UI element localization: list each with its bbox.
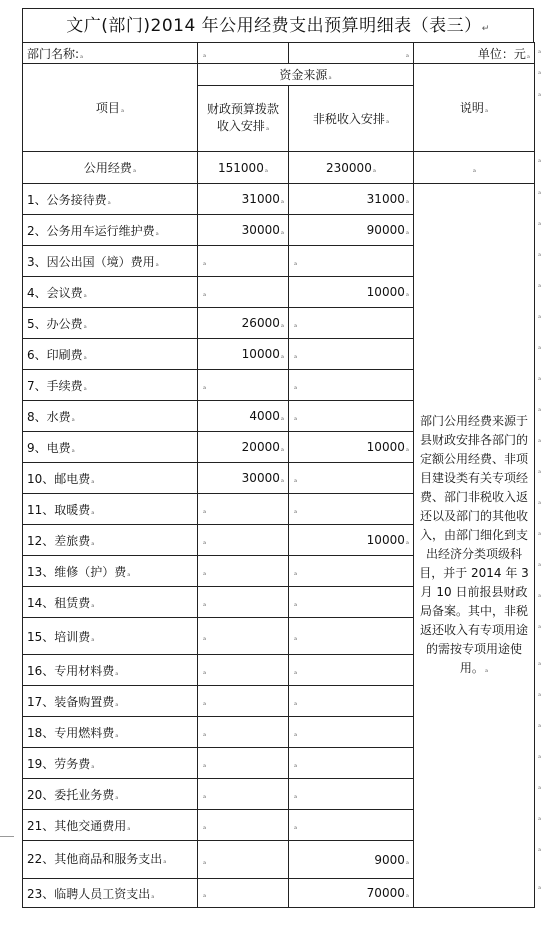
margin-dash: [0, 836, 14, 837]
row-label: 23、临聘人员工资支出ₐ: [23, 879, 198, 908]
row-end-mark: ₐ: [538, 217, 542, 227]
row-nontax: ₐ: [289, 370, 414, 401]
total-row: [23, 152, 535, 184]
row-nontax: ₐ: [289, 494, 414, 525]
row-nontax: 31000ₐ: [289, 184, 414, 215]
sheet-title: [22, 8, 534, 43]
row-label: 1、公务接待费ₐ: [23, 184, 198, 215]
row-fiscal: ₐ: [198, 717, 289, 748]
row-fiscal: ₐ: [198, 370, 289, 401]
dept-name-cell-b: ₐ: [289, 43, 414, 64]
row-label: 8、水费ₐ: [23, 401, 198, 432]
total-fiscal: 151000ₐ: [198, 152, 289, 184]
row-fiscal: ₐ: [198, 686, 289, 717]
row-label: 9、电费ₐ: [23, 432, 198, 463]
total-label: 公用经费ₐ: [23, 152, 198, 184]
row-nontax: ₐ: [289, 655, 414, 686]
row-fiscal: ₐ: [198, 556, 289, 587]
row-label: 4、会议费ₐ: [23, 277, 198, 308]
row-end-mark: ₐ: [538, 657, 542, 667]
row-fiscal: ₐ: [198, 779, 289, 810]
total-nontax: 230000ₐ: [289, 152, 414, 184]
row-nontax: ₐ: [289, 401, 414, 432]
row-fiscal: ₐ: [198, 879, 289, 908]
row-fiscal: 20000ₐ: [198, 432, 289, 463]
row-end-mark: ₐ: [538, 496, 542, 506]
row-label: 16、专用材料费ₐ: [23, 655, 198, 686]
header-note: 说明ₐ: [414, 64, 535, 152]
row-end-mark: ₐ: [538, 88, 542, 98]
row-end-mark: ₐ: [538, 279, 542, 289]
row-label: 3、因公出国（境）费用ₐ: [23, 246, 198, 277]
row-end-mark: ₐ: [538, 372, 542, 382]
row-label: 14、租赁费ₐ: [23, 587, 198, 618]
header-item: 项目ₐ: [23, 64, 198, 152]
row-end-mark: ₐ: [538, 45, 542, 55]
row-label: 15、培训费ₐ: [23, 618, 198, 655]
row-nontax: ₐ: [289, 618, 414, 655]
unit-label: 单位：元: [477, 46, 526, 61]
paragraph-mark: ↵: [481, 24, 490, 34]
row-nontax: ₐ: [289, 717, 414, 748]
row-end-mark: ₐ: [538, 248, 542, 258]
row-label: 11、取暖费ₐ: [23, 494, 198, 525]
row-end-mark: ₐ: [538, 781, 542, 791]
header-nontax: 非税收入安排ₐ: [289, 86, 414, 152]
row-fiscal: 10000ₐ: [198, 339, 289, 370]
row-label: 22、其他商品和服务支出ₐ: [23, 841, 198, 879]
table-row: [23, 184, 535, 215]
row-label: 10、邮电费ₐ: [23, 463, 198, 494]
row-fiscal: 4000ₐ: [198, 401, 289, 432]
row-end-mark: ₐ: [538, 434, 542, 444]
row-end-mark: ₐ: [538, 620, 542, 630]
explanation-cell: 部门公用经费来源于县财政安排各部门的定额公用经费、非项目建设类有关专项经费、部门非税收入返还以及部门的其他收入，由部门细化到支出经济分类项级科目，并于 2014 年 3 月 10 日前报县财政局备案。其中，非税返还收入有专项用途的需按专项用途使用。ₐ: [414, 184, 535, 908]
row-fiscal: 30000ₐ: [198, 215, 289, 246]
row-end-mark: ₐ: [538, 310, 542, 320]
dept-label-cell: 部门名称:ₐ: [23, 43, 198, 64]
row-fiscal: 26000ₐ: [198, 308, 289, 339]
row-fiscal: ₐ: [198, 494, 289, 525]
unit-cell: 单位：元ₐ: [414, 43, 535, 64]
row-nontax: 70000ₐ: [289, 879, 414, 908]
dept-name-cell-a: ₐ: [198, 43, 289, 64]
row-label: 6、印刷费ₐ: [23, 339, 198, 370]
row-nontax: 10000ₐ: [289, 525, 414, 556]
row-nontax: ₐ: [289, 308, 414, 339]
row-fiscal: 31000ₐ: [198, 184, 289, 215]
row-fiscal: ₐ: [198, 587, 289, 618]
sheet-title-text: 文广(部门)2014 年公用经费支出预算明细表（表三）: [66, 16, 482, 36]
row-nontax: ₐ: [289, 587, 414, 618]
row-label: 12、差旅费ₐ: [23, 525, 198, 556]
row-fiscal: ₐ: [198, 748, 289, 779]
row-nontax: ₐ: [289, 556, 414, 587]
row-label: 17、装备购置费ₐ: [23, 686, 198, 717]
row-nontax: ₐ: [289, 779, 414, 810]
row-label: 2、公务用车运行维护费ₐ: [23, 215, 198, 246]
row-fiscal: ₐ: [198, 841, 289, 879]
total-note: ₐ: [414, 152, 535, 184]
meta-row: [23, 43, 535, 64]
header-row-1: [23, 64, 535, 86]
row-end-mark: ₐ: [538, 186, 542, 196]
row-nontax: ₐ: [289, 246, 414, 277]
row-label: 21、其他交通费用ₐ: [23, 810, 198, 841]
row-end-mark: ₐ: [538, 719, 542, 729]
row-nontax: 10000ₐ: [289, 277, 414, 308]
row-end-mark: ₐ: [538, 688, 542, 698]
row-nontax: 90000ₐ: [289, 215, 414, 246]
row-end-mark: ₐ: [538, 527, 542, 537]
row-end-mark: ₐ: [538, 403, 542, 413]
row-fiscal: ₐ: [198, 525, 289, 556]
row-label: 13、维修（护）费ₐ: [23, 556, 198, 587]
explanation-text: 部门公用经费来源于县财政安排各部门的定额公用经费、非项目建设类有关专项经费、部门非税收入返还以及部门的其他收入，由部门细化到支出经济分类项级科目，并于 2014 年 3 月 10 日前报县财政局备案。其中，非税返还收入有专项用途的需按专项用途使用。: [419, 414, 529, 675]
row-label: 7、手续费ₐ: [23, 370, 198, 401]
row-end-mark: ₐ: [538, 589, 542, 599]
header-fiscal: 财政预算拨款收入安排ₐ: [198, 86, 289, 152]
row-fiscal: ₐ: [198, 655, 289, 686]
row-nontax: ₐ: [289, 748, 414, 779]
row-label: 18、专用燃料费ₐ: [23, 717, 198, 748]
row-end-mark: ₐ: [538, 750, 542, 760]
row-label: 5、办公费ₐ: [23, 308, 198, 339]
row-label: 20、委托业务费ₐ: [23, 779, 198, 810]
row-nontax: ₐ: [289, 686, 414, 717]
row-nontax: 9000ₐ: [289, 841, 414, 879]
row-end-mark: ₐ: [538, 881, 542, 891]
dept-label: 部门名称:: [27, 46, 80, 61]
row-nontax: ₐ: [289, 339, 414, 370]
row-nontax: ₐ: [289, 463, 414, 494]
header-source: 资金来源ₐ: [198, 64, 414, 86]
row-fiscal: 30000ₐ: [198, 463, 289, 494]
row-nontax: 10000ₐ: [289, 432, 414, 463]
row-end-mark: ₐ: [538, 558, 542, 568]
row-fiscal: ₐ: [198, 277, 289, 308]
row-end-mark: ₐ: [538, 341, 542, 351]
row-nontax: ₐ: [289, 810, 414, 841]
row-end-mark: ₐ: [538, 843, 542, 853]
row-fiscal: ₐ: [198, 810, 289, 841]
row-fiscal: ₐ: [198, 246, 289, 277]
row-end-mark: ₐ: [538, 66, 542, 76]
row-label: 19、劳务费ₐ: [23, 748, 198, 779]
row-fiscal: ₐ: [198, 618, 289, 655]
row-end-mark: ₐ: [538, 465, 542, 475]
row-end-mark: ₐ: [538, 812, 542, 822]
budget-table: [22, 42, 535, 908]
row-end-mark: ₐ: [538, 154, 542, 164]
